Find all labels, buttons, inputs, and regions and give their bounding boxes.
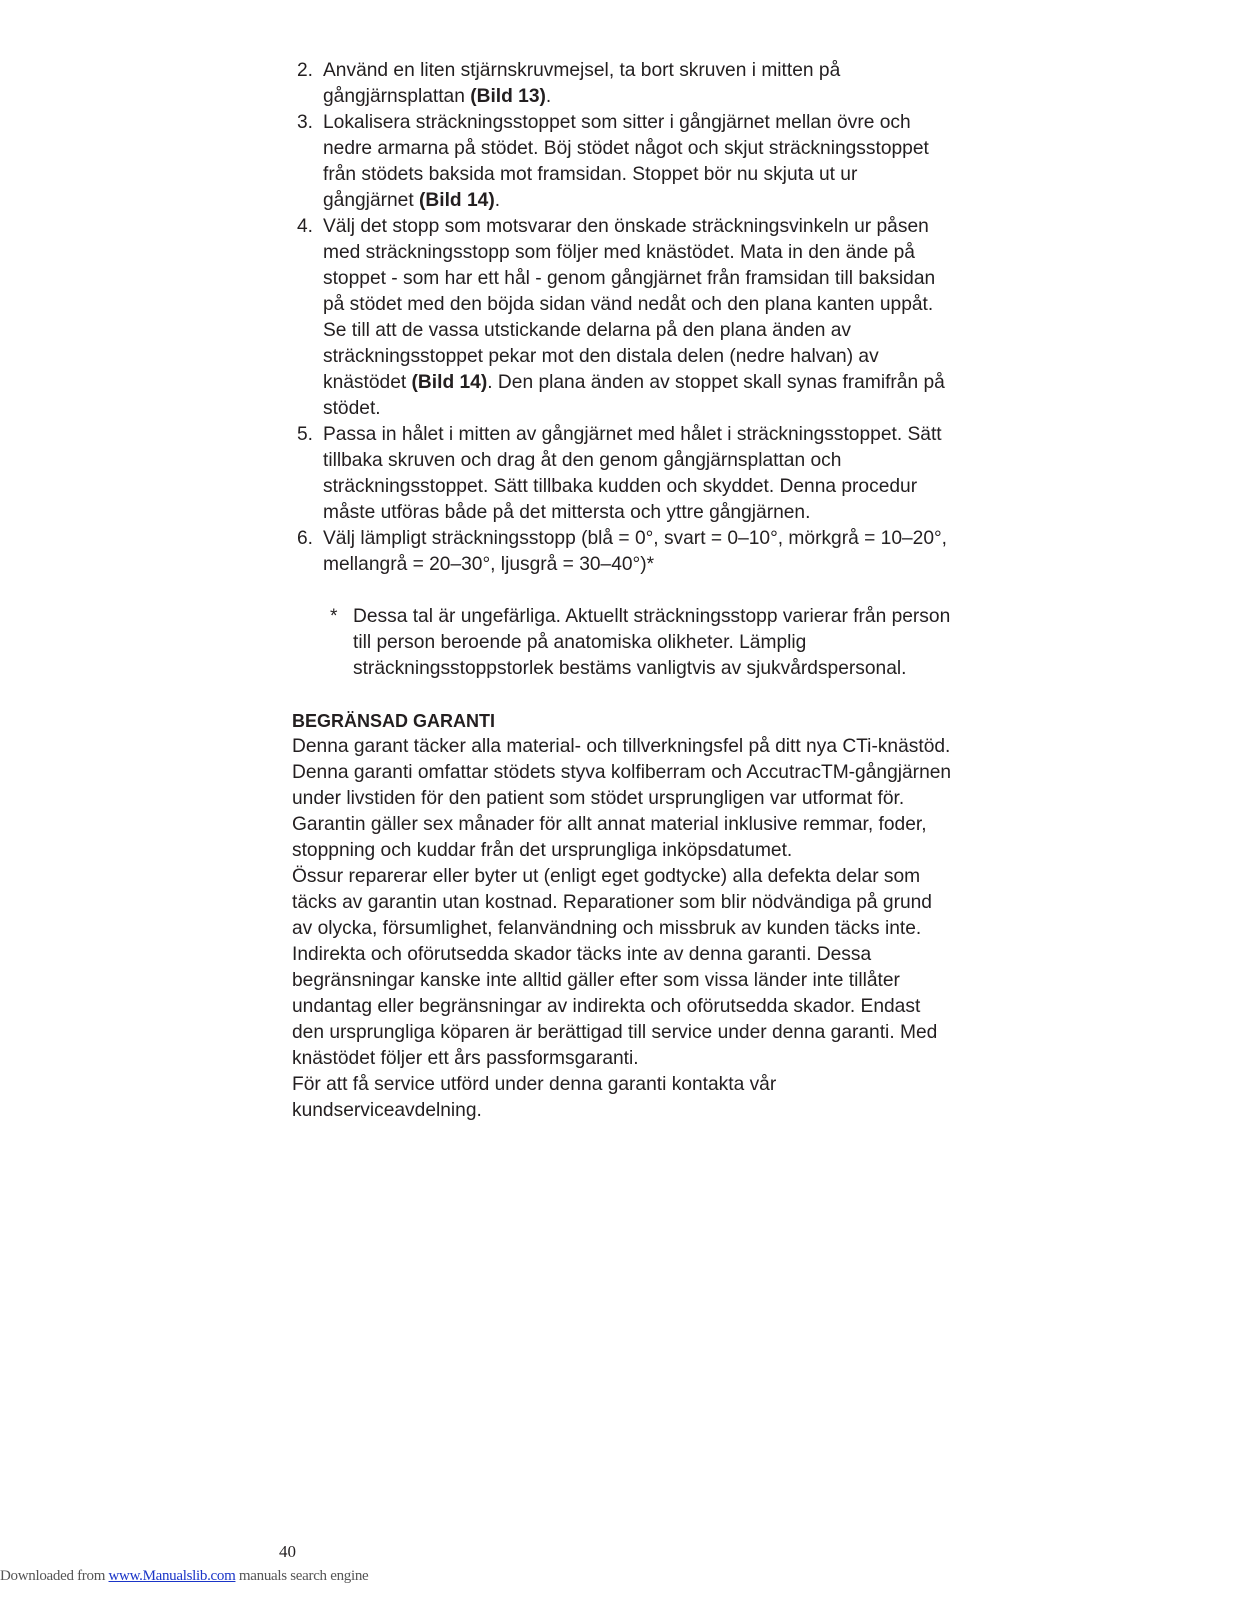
footer-prefix: Downloaded from [0,1568,109,1584]
step-number: 3. [297,112,314,133]
step-text: Välj det stopp som motsvarar den önskade sträckningsvinkeln ur påsen med sträckningsstopp som följer med knästödet. Mata in den ände på stoppet - som har ett hål - genom gångjärnet från framsidan till baksidan på stödet med den böjda sidan vänd nedåt och den plana kanten uppåt. Se till att de vassa utstickande delarna på den plana änden av sträckningsstoppet pekar mot den distala delen (nedre halvan) av knästödet [323,216,936,393]
instruction-steps [292,58,952,578]
warranty-paragraph: Denna garant täcker alla material- och tillverkningsfel på ditt nya CTi-knästöd. Denna garanti omfattar stödets styva kolfiberram och AccutracTM-gångjärnen under livstiden för den patient som stödet ursprungligen var utformat för. Garantin gäller sex månader för allt annat material inklusive remmar, foder, stoppning och kuddar från det ursprungliga inköpsdatumet. [292,736,952,861]
figure-reference: (Bild 14) [411,372,488,393]
step-number: 2. [297,60,314,81]
step-text: . Den plana änden av stoppet skall synas framifrån på stödet. [323,372,945,419]
download-footer [0,1568,368,1585]
manualslib-link[interactable]: www.Manualslib.com [108,1568,236,1584]
figure-reference: (Bild 14) [419,190,495,211]
figure-reference: (Bild 13) [470,86,546,107]
section-heading: BEGRÄNSAD GARANTI [292,711,496,731]
step-text: . [494,190,501,211]
step-item [292,110,952,214]
step-number: 5. [297,424,314,445]
footer-suffix: manuals search engine [235,1568,369,1584]
step-number: 4. [297,216,314,237]
step-text: Använd en liten stjärnskruvmejsel, ta bort skruven i mitten på gångjärnsplattan [323,60,841,107]
warranty-paragraph: För att få service utförd under denna garanti kontakta vår kundserviceavdelning. [292,1074,777,1121]
footnote-text: Dessa tal är ungefärliga. Aktuellt sträckningsstopp varierar från person till person beroende på anatomiska olikheter. Lämplig sträckningsstoppstorlek bestäms vanligtvis av sjukvårdspersonal. [353,606,951,679]
step-text: Välj lämpligt sträckningsstopp (blå = 0°, svart = 0–10°, mörkgrå = 10–20°, mellangrå = 20–30°, ljusgrå = 30–40°)* [323,528,948,575]
step-item [292,214,952,422]
step-text: . [545,86,552,107]
step-text: Passa in hålet i mitten av gångjärnet med hålet i sträckningsstoppet. Sätt tillbaka skruven och drag åt den genom gångjärnsplattan och sträckningsstoppet. Sätt tillbaka kudden och skyddet. Denna procedur måste utföras både på det mittersta och yttre gångjärnen. [323,424,942,523]
page-number: 40 [279,1542,296,1561]
step-item [292,422,952,526]
warranty-paragraph: Össur reparerar eller byter ut (enligt eget godtycke) alla defekta delar som täcks av garantin utan kostnad. Reparationer som blir nödvändiga på grund av olycka, försumlighet, felanvändning och missbruk av kunden täcks inte. Indirekta och oförutsedda skador täcks inte av denna garanti. Dessa begränsningar kanske inte alltid gäller efter som vissa länder inte tillåter undantag eller begränsningar av indirekta och oförutsedda skador. Endast den ursprungliga köparen är berättigad till service under denna garanti. Med knästödet följer ett års passformsgaranti. [292,866,938,1069]
footnote-marker: * [330,606,338,627]
footnote [330,604,952,682]
step-text: Lokalisera sträckningsstoppet som sitter i gångjärnet mellan övre och nedre armarna på stödet. Böj stödet något och skjut sträckningsstoppet från stödets baksida mot framsidan. Stoppet bör nu skjuta ut ur gångjärnet [323,112,929,211]
document-body [292,58,952,1124]
step-number: 6. [297,528,314,549]
step-item [292,526,952,578]
step-item [292,58,952,110]
